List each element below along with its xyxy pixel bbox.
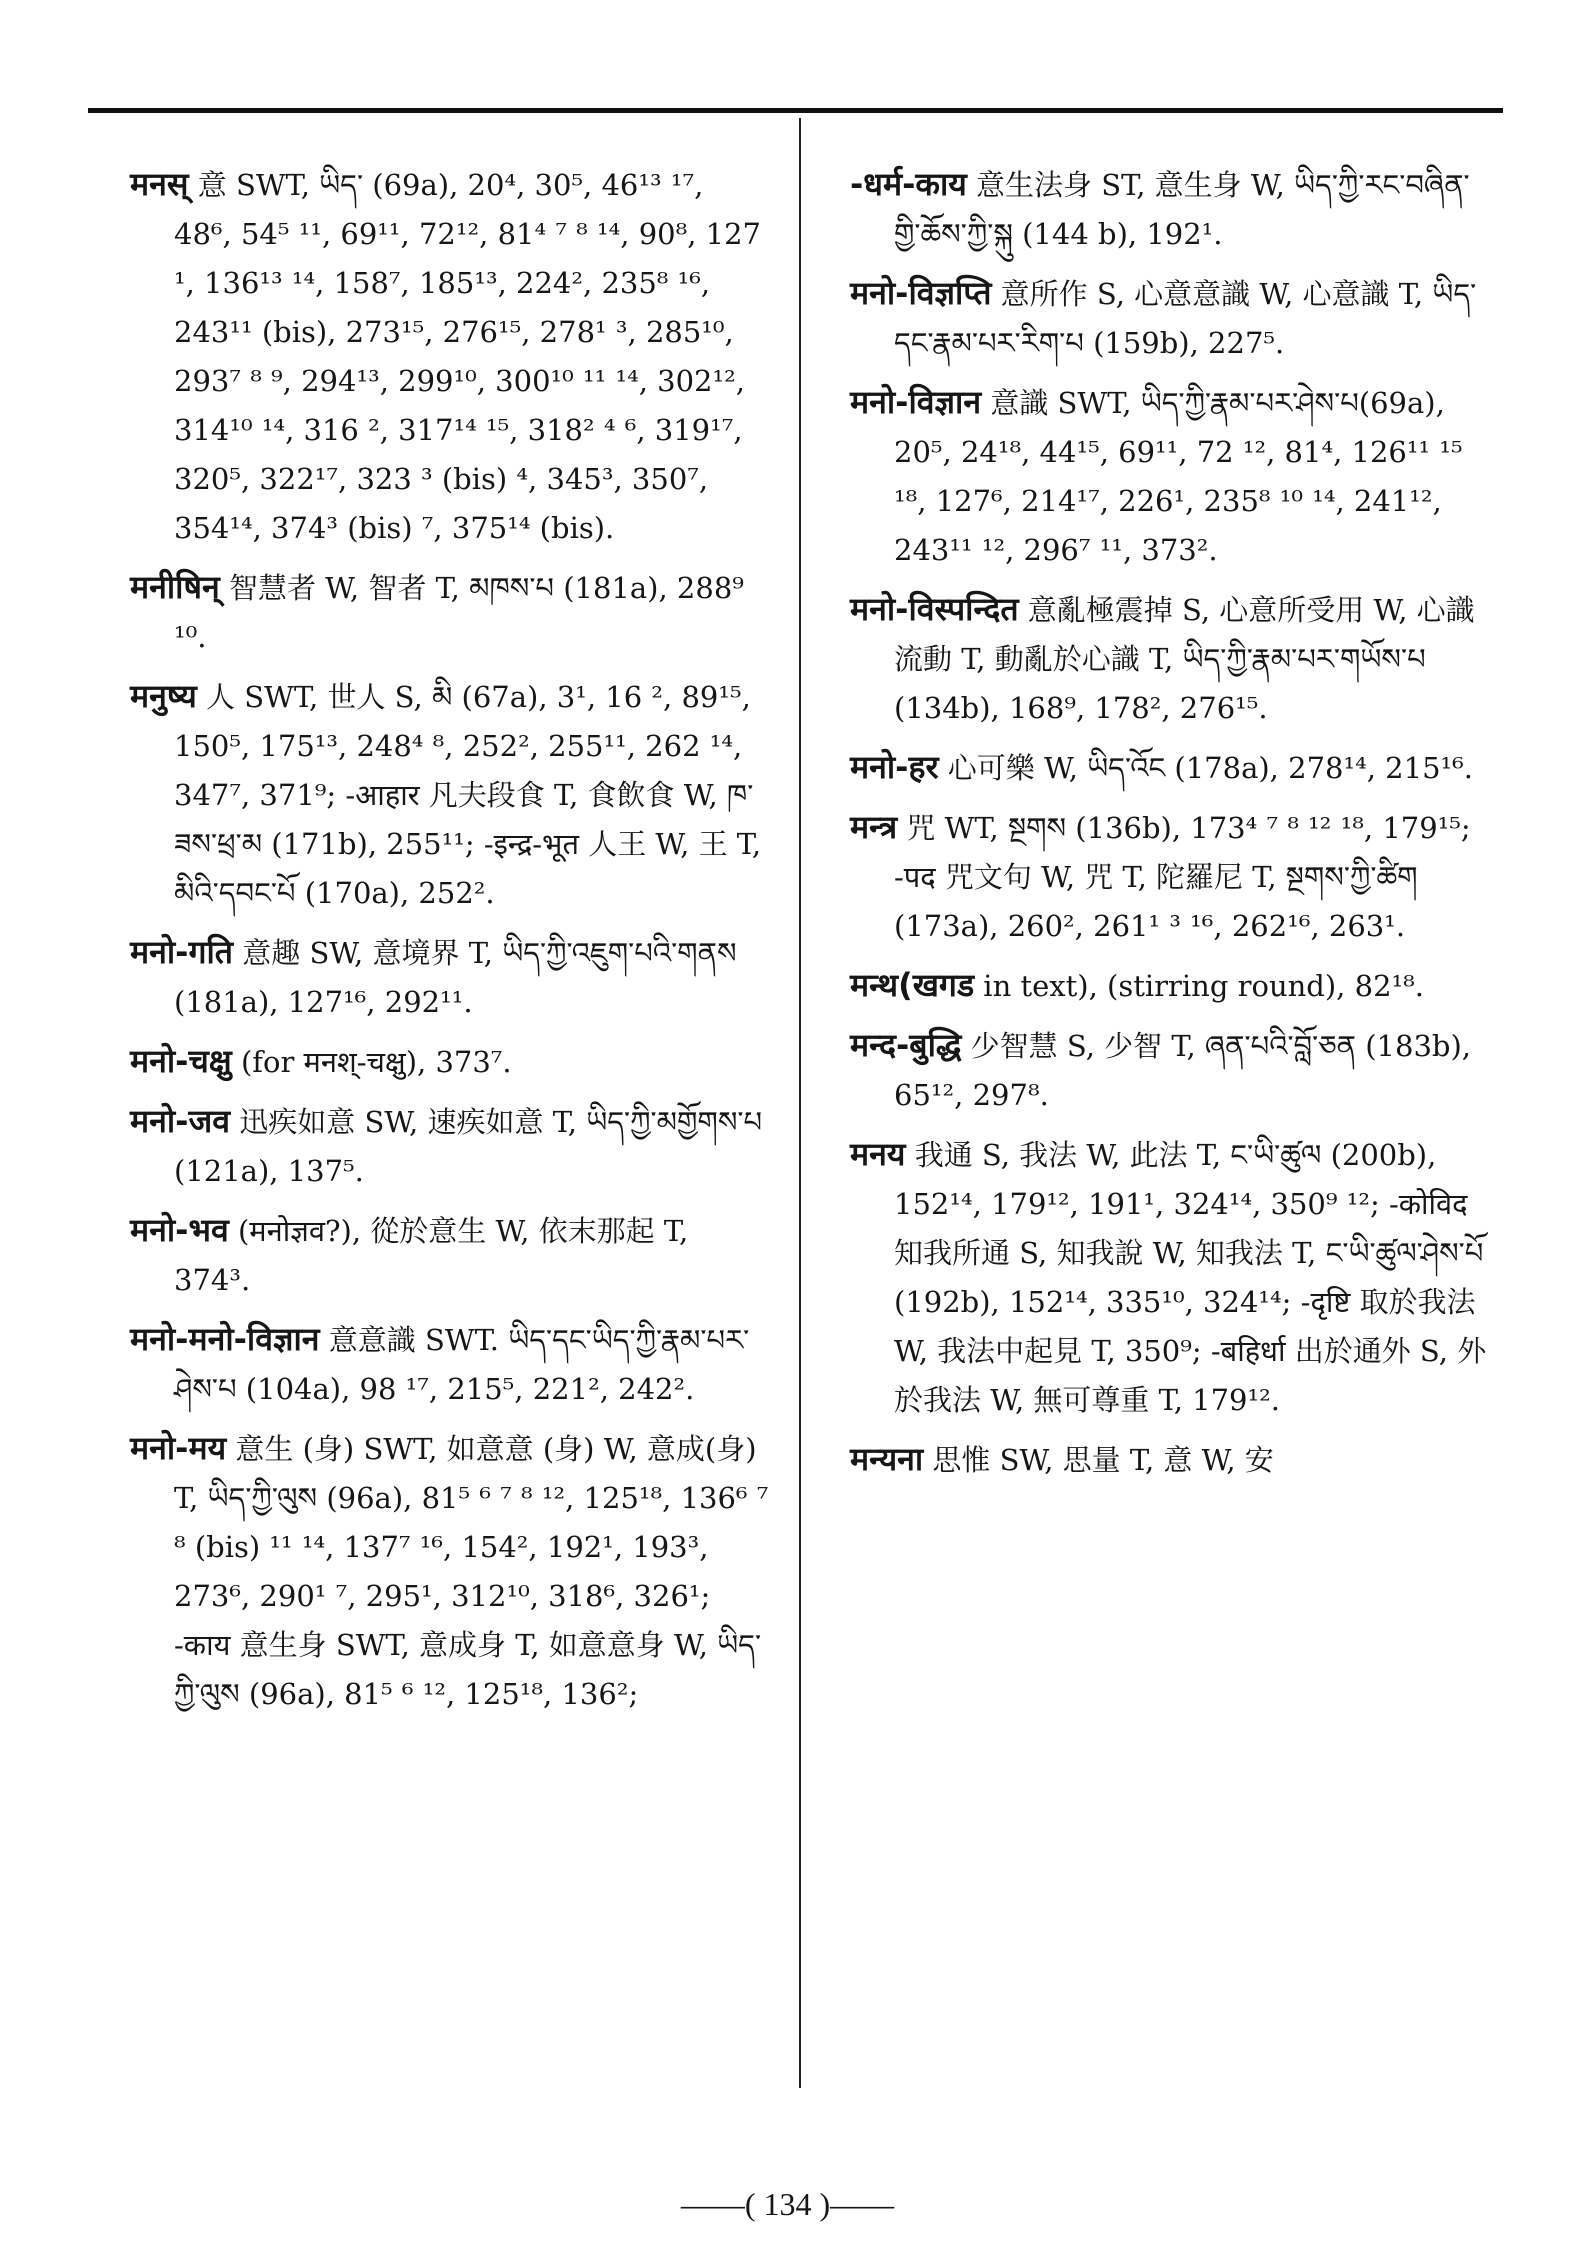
dictionary-entry: [850, 1130, 1490, 1425]
entry-body: 思惟 SW, 思量 T, 意 W, 安: [932, 1443, 1274, 1477]
headword: मनीषिन्: [130, 568, 220, 606]
entry-body: 少智慧 S, 少智 T, ཞན་པའི་བློ་ཅན (183b), 65¹², 297⁸.: [894, 1029, 1472, 1112]
left-column: [130, 160, 770, 1729]
entry-body: 意識 SWT, ཡིད་ཀྱི་རྣམ་པར་ཤེས་པ(69a), 20⁵, 24¹⁸, 44¹⁵, 69¹¹, 72 ¹², 81⁴, 126¹¹ ¹⁵ ¹⁸, 127⁶, 214¹⁷, 226¹, 235⁸ ¹⁰ ¹⁴, 241¹², 243¹¹ ¹², 296⁷ ¹¹, 373².: [894, 386, 1463, 567]
entry-body: 意趣 SW, 意境界 T, ཡིད་ཀྱི་འཇུག་པའི་གནས (181a), 127¹⁶, 292¹¹.: [174, 936, 737, 1019]
headword: मनो-भव: [130, 1211, 229, 1249]
headword: मनो-विज्ञान: [850, 383, 982, 421]
dictionary-entry: [130, 160, 770, 553]
headword: मन्यना: [850, 1440, 924, 1478]
dictionary-entry: [130, 1037, 770, 1087]
dictionary-entry: [850, 803, 1490, 951]
entry-body: 人 SWT, 世人 S, མི (67a), 3¹, 16 ², 89¹⁵, 150⁵, 175¹³, 248⁴ ⁸, 252², 255¹¹, 262 ¹⁴, 347⁷, 371⁹; -आहार 凡夫段食 T, 食飲食 W, ཁ་ཟས་ཕྲ་མ (171b), 255¹¹; -इन्द्र-भूत 人王 W, 王 T, མིའི་དབང་པོ (170a), 252².: [174, 680, 762, 910]
top-rule: [88, 108, 1503, 113]
entry-body: 我通 S, 我法 W, 此法 T, ང་ཡི་ཚུལ (200b), 152¹⁴, 179¹², 191¹, 324¹⁴, 350⁹ ¹²; -कोविद 知我所通 S, 知我說 W, 知我法 T, ང་ཡི་ཚུལ་ཤེས་པོ (192b), 152¹⁴, 335¹⁰, 324¹⁴; -दृष्टि 取於我法 W, 我法中起見 T, 350⁹; -बहिर्धा 出於通外 S, 外於我法 W, 無可尊重 T, 179¹².: [894, 1138, 1487, 1417]
headword: मन्द-बुद्धि: [850, 1026, 962, 1064]
dictionary-entry: [850, 961, 1490, 1011]
dictionary-entry: [130, 1097, 770, 1196]
dictionary-entry: [850, 1021, 1490, 1120]
page-number: ——( 134 )——: [680, 2186, 895, 2222]
entry-body: (मनोज्ञव?), 從於意生 W, 依末那起 T, 374³.: [174, 1214, 689, 1297]
dictionary-entry: [850, 743, 1490, 793]
dictionary-entry: [130, 1315, 770, 1414]
headword: मनस्: [130, 165, 189, 203]
headword: मनो-मय: [130, 1429, 227, 1467]
headword: मनो-विस्पन्दित: [850, 590, 1019, 628]
entry-body: 意生 (身) SWT, 如意意 (身) W, 意成(身) T, ཡིད་ཀྱི་ལུས (96a), 81⁵ ⁶ ⁷ ⁸ ¹², 125¹⁸, 136⁶ ⁷ ⁸ (bis) ¹¹ ¹⁴, 137⁷ ¹⁶, 154², 192¹, 193³, 273⁶, 290¹ ⁷, 295¹, 312¹⁰, 318⁶, 326¹; -काय 意生身 SWT, 意成身 T, 如意意身 W, ཡིད་ཀྱི་ལུས (96a), 81⁵ ⁶ ¹², 125¹⁸, 136²;: [174, 1432, 769, 1711]
entry-body: 意生法身 ST, 意生身 W, ཡིད་ཀྱི་རང་བཞིན་གྱི་ཆོས་ཀྱི་སྐུ (144 b), 192¹.: [894, 168, 1470, 251]
entry-body: 迅疾如意 SW, 速疾如意 T, ཡིད་ཀྱི་མགྱོགས་པ (121a), 137⁵.: [174, 1105, 763, 1188]
dictionary-entry: [850, 269, 1490, 368]
headword: -धर्म-काय: [850, 165, 967, 203]
column-divider: [799, 118, 801, 2088]
headword: मनो-मनो-विज्ञान: [130, 1320, 320, 1358]
entry-body: 心可樂 W, ཡིད་འོང (178a), 278¹⁴, 215¹⁶.: [947, 751, 1473, 785]
entry-body: 意 SWT, ཡིད་ (69a), 20⁴, 30⁵, 46¹³ ¹⁷, 48⁶, 54⁵ ¹¹, 69¹¹, 72¹², 81⁴ ⁷ ⁸ ¹⁴, 90⁸, 127 ¹, 136¹³ ¹⁴, 158⁷, 185¹³, 224², 235⁸ ¹⁶, 243¹¹ (bis), 273¹⁵, 276¹⁵, 278¹ ³, 285¹⁰, 293⁷ ⁸ ⁹, 294¹³, 299¹⁰, 300¹⁰ ¹¹ ¹⁴, 302¹², 314¹⁰ ¹⁴, 316 ², 317¹⁴ ¹⁵, 318² ⁴ ⁶, 319¹⁷, 320⁵, 322¹⁷, 323 ³ (bis) ⁴, 345³, 350⁷, 354¹⁴, 374³ (bis) ⁷, 375¹⁴ (bis).: [174, 168, 762, 545]
dictionary-entry: [850, 378, 1490, 575]
dictionary-entry: [130, 1424, 770, 1719]
dictionary-entry: [850, 160, 1490, 259]
headword: मनो-विज्ञप्ति: [850, 274, 992, 312]
headword: मनो-चक्षु: [130, 1042, 232, 1080]
entry-body: in text), (stirring round), 82¹⁸.: [983, 969, 1424, 1003]
entry-body: 意所作 S, 心意意識 W, 心意識 T, ཡིད་དང་རྣམ་པར་རིག་པ (159b), 227⁵.: [894, 277, 1477, 360]
headword: मनो-हर: [850, 748, 939, 786]
right-column: [850, 160, 1490, 1495]
headword: मनो-जव: [130, 1102, 231, 1140]
headword: मनुष्य: [130, 677, 197, 715]
dictionary-entry: [850, 585, 1490, 733]
entry-body: 意亂極震掉 S, 心意所受用 W, 心識流動 T, 動亂於心識 T, ཡིད་ཀྱི་རྣམ་པར་གཡོས་པ (134b), 168⁹, 178², 276¹⁵.: [894, 593, 1475, 725]
entry-body: 咒 WT, སྔགས (136b), 173⁴ ⁷ ⁸ ¹² ¹⁸, 179¹⁵; -पद 咒文句 W, 咒 T, 陀羅尼 T, སྔགས་ཀྱི་ཚིག (173a), 260², 261¹ ³ ¹⁶, 262¹⁶, 263¹.: [894, 811, 1471, 943]
dictionary-entry: [130, 672, 770, 918]
dictionary-entry: [130, 1206, 770, 1305]
dictionary-entry: [130, 563, 770, 662]
dictionary-entry: [850, 1435, 1490, 1485]
headword: मनो-गति: [130, 933, 234, 971]
dictionary-entry: [130, 928, 770, 1027]
entry-body: (for मनश्-चक्षु), 373⁷.: [240, 1045, 512, 1079]
entry-body: 意意識 SWT. ཡིད་དང་ཡིད་ཀྱི་རྣམ་པར་ཤེས་པ (104a), 98 ¹⁷, 215⁵, 221², 242².: [174, 1323, 750, 1406]
headword: मनय: [850, 1135, 906, 1173]
entry-body: 智慧者 W, 智者 T, མཁས་པ (181a), 288⁹ ¹⁰.: [174, 571, 744, 654]
headword: मन्त्र: [850, 808, 898, 846]
headword: मन्थ(खगड: [850, 966, 975, 1004]
